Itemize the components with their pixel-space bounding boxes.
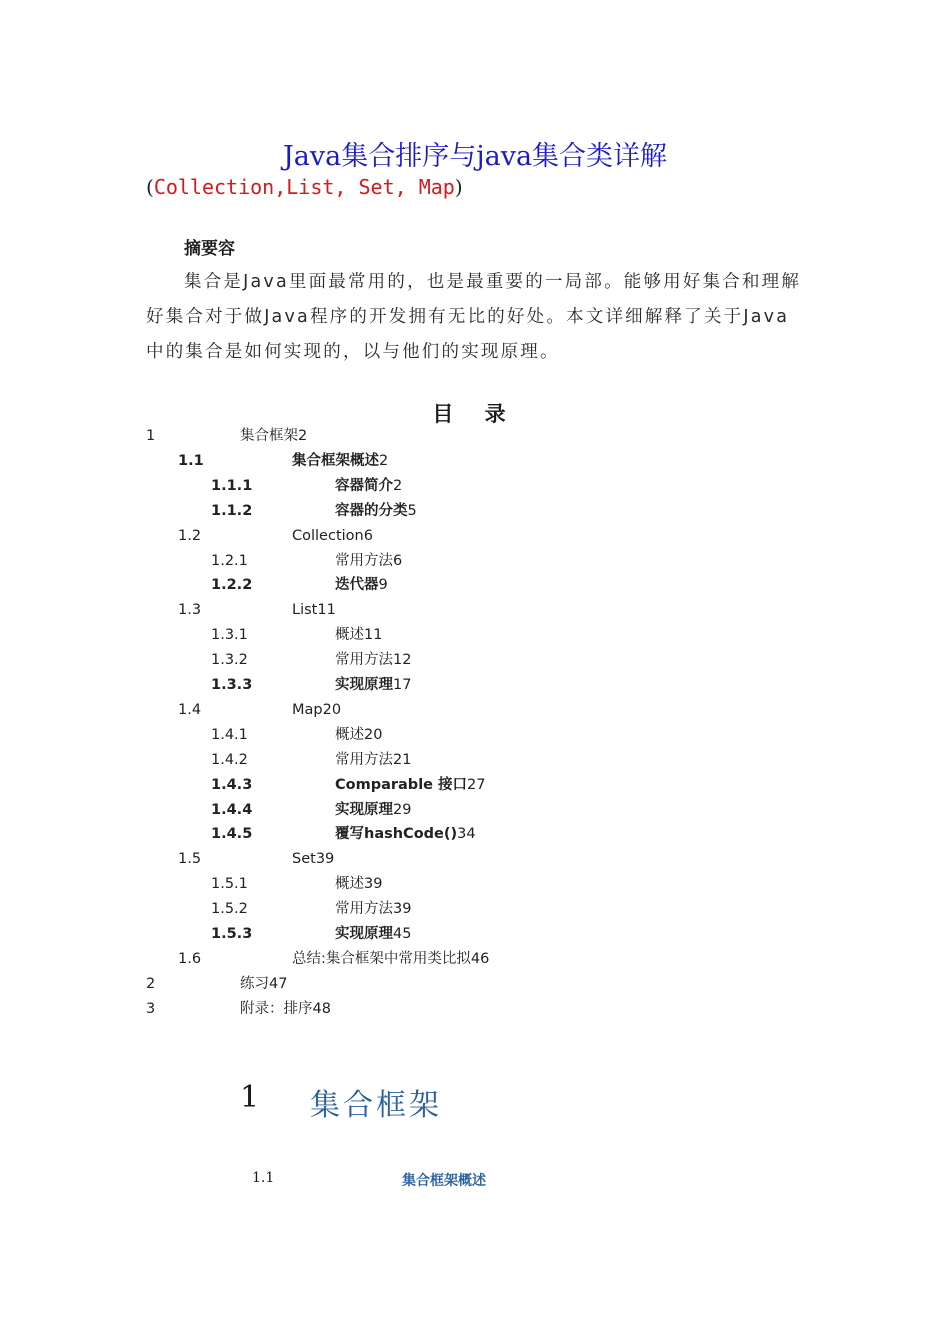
toc-entry-number: 1.5.1 [211,876,248,893]
toc-entry-number: 3 [146,1000,156,1017]
subsection-number: 1.1 [252,1170,275,1186]
abstract-body: 集合是Java里面最常用的，也是最重要的一局部。能够用好集合和理解好集合对于做Java程序的开发拥有无比的好处。本文详细解释了关于Java中的集合是如何实现的，以与他们的实现原理。 [146,272,802,362]
toc-entry-page: 6 [363,527,373,544]
toc-entry-title-text: 概述 [335,726,364,743]
subtitle-close-paren: ) [454,175,463,199]
toc-entry-title [335,822,476,847]
toc-entry-page: 20 [364,726,383,743]
toc-entry-title-text: Map [292,701,323,718]
toc-entry-page: 21 [393,751,412,768]
toc-entry-title [335,474,402,499]
toc-entry-number: 1.4.1 [211,726,248,743]
toc-entry-number: 1.4.2 [211,751,248,768]
toc-entry-title [335,573,388,598]
abstract-heading: 摘要容 [184,239,235,259]
toc-entry-title-text: 覆写hashCode() [335,826,458,843]
toc-entry-page: 48 [312,1000,331,1017]
document-subtitle [146,175,463,199]
toc-entry-title-text: 常用方法 [335,552,393,569]
toc-entry-title [292,524,373,549]
toc-entry-number: 1 [146,428,156,444]
toc-entry-page: 9 [378,577,388,594]
subtitle-open-paren: ( [146,175,154,199]
toc-entry-title [240,424,307,449]
toc-entry-title [335,648,411,673]
section-number: 1 [240,1080,260,1115]
toc-entry-title [240,997,331,1022]
toc-entry-page: 12 [393,652,412,669]
toc-entry-title [335,549,402,574]
toc-entry-title [335,773,486,798]
toc-entry-title [335,897,411,922]
toc-entry-title [292,947,489,972]
toc-entry-number: 1.3.2 [211,652,248,669]
toc-entry-title-text: 集合框架概述 [292,452,379,469]
toc-entry-title-text: Collection [292,527,364,544]
toc-entry-title [240,972,287,997]
toc-entry-title-text: List [292,602,318,619]
toc-entry-number: 1.3.1 [211,627,248,644]
toc-entry-title-text: 概述 [335,627,364,644]
toc-entry-title-text: 常用方法 [335,751,393,768]
toc-entry-page: 11 [317,602,336,619]
toc-entry-number: 1.6 [178,950,202,967]
toc-entry-title [292,598,336,623]
section-heading: 集合框架 [310,1088,442,1123]
toc-entry-title-text: 容器的分类 [335,502,408,519]
toc-entry-page: 2 [379,452,389,469]
toc-entry-title-text: 常用方法 [335,652,393,669]
toc-entry-page: 2 [298,428,308,444]
subsection-heading: 集合框架概述 [402,1173,486,1189]
toc-entry-title-text: 练习 [240,975,269,992]
toc-entry-page: 39 [315,851,335,868]
toc-entry-page: 27 [467,776,486,793]
toc-entry-number: 1.1 [178,452,204,469]
toc-entry-title-text: 实现原理 [335,926,393,942]
toc-entry-title [335,723,382,748]
toc-entry-page: 5 [407,502,417,519]
toc-entry-page: 11 [364,627,383,644]
toc-entry-title-text: 集合框架 [240,428,298,444]
toc-entry-title-text: 概述 [335,876,364,893]
toc-entry-page: 29 [393,801,412,818]
toc-entry-title [292,449,388,474]
toc-entry-page: 2 [393,477,403,494]
toc-entry-number: 1.2.2 [211,577,253,594]
toc-entry-title [335,623,382,648]
toc-entry-page: 46 [470,950,490,967]
toc-entry-title-text: 实现原理 [335,677,393,693]
toc-entry-title-text: Comparable 接口 [335,776,468,793]
toc-entry-page: 6 [393,552,403,569]
toc-entry-number: 1.5.3 [211,926,253,942]
toc-title: 目 录 [432,402,518,426]
toc-entry-title-text: 容器简介 [335,477,393,494]
toc-entry-number: 1.3.3 [211,677,253,693]
toc-entry-number: 1.4.5 [211,826,253,843]
toc-entry-title [335,922,411,947]
toc-entry-number: 1.2 [178,527,202,544]
toc-entry-page: 20 [322,701,342,718]
toc-entry-title [292,698,341,723]
subtitle-text: Collection,List, Set, Map [153,175,455,199]
toc-entry-page: 47 [269,975,288,992]
toc-entry-number: 1.3 [178,602,202,619]
toc-entry-number: 2 [146,975,156,992]
toc-entry-title-text: Set [292,851,316,868]
toc-entry-title [335,748,411,773]
toc-entry-title [292,847,334,872]
toc-entry-number: 1.1.1 [211,477,253,494]
toc-entry-title-text: 实现原理 [335,801,393,818]
toc-entry-title-text: 常用方法 [335,901,393,918]
toc-entry-number: 1.2.1 [211,552,248,569]
toc-entry-title [335,798,411,823]
toc-entry-title [335,673,411,698]
toc-entry-page: 45 [393,926,412,942]
toc-entry-title [335,872,382,897]
toc-entry-page: 39 [364,876,383,893]
toc-entry-number: 1.5.2 [211,901,248,918]
toc-entry-page: 17 [393,677,412,693]
toc-entry-page: 34 [457,826,476,843]
toc-entry-title-text: 总结:集合框架中常用类比拟 [292,950,471,967]
document-title: Java集合排序与java集合类详解 [282,141,668,172]
toc-entry-number: 1.4 [178,701,202,718]
toc-entry-title [335,499,417,524]
toc-entry-number: 1.4.4 [211,801,253,818]
toc-entry-number: 1.5 [178,851,202,868]
toc-entry-page: 39 [393,901,412,918]
toc-entry-title-text: 迭代器 [335,577,379,594]
toc-entry-number: 1.4.3 [211,776,253,793]
toc-entry-number: 1.1.2 [211,502,253,519]
toc-entry-title-text: 附录：排序 [240,1000,313,1017]
